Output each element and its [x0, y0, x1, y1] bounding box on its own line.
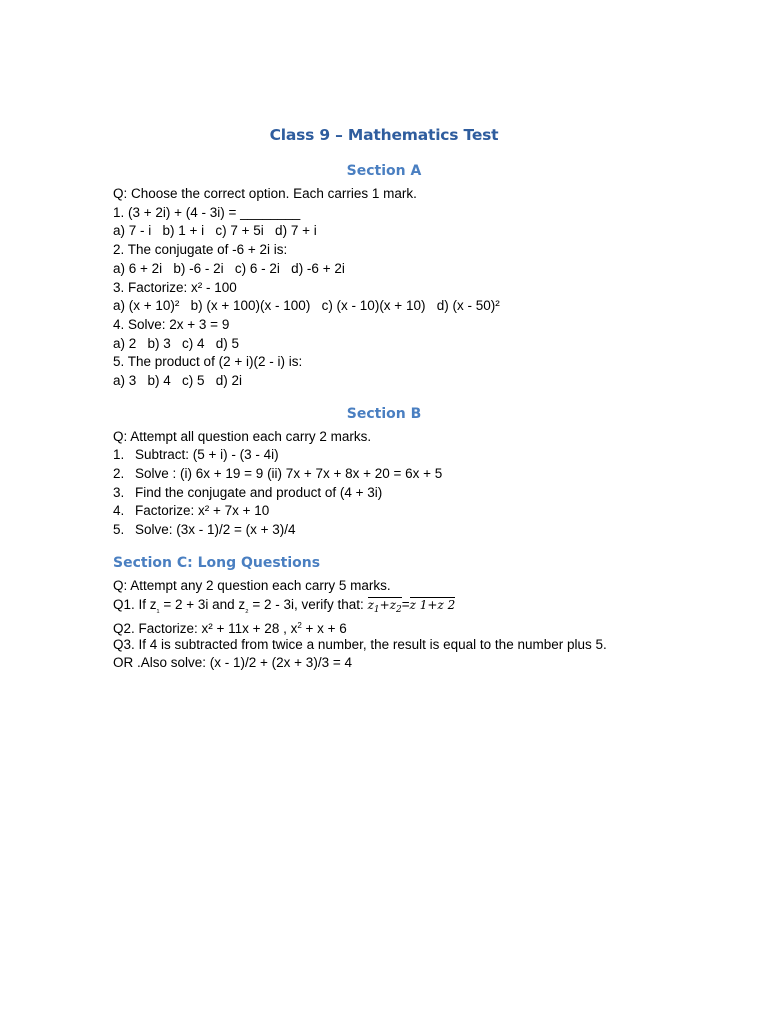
section-c-instruction: Q: Attempt any 2 question each carry 5 marks.: [113, 578, 391, 593]
item-number: 5.: [113, 522, 125, 537]
section-a-line: a) 2 b) 3 c) 4 d) 5: [113, 336, 240, 351]
item-number: 3.: [113, 485, 125, 500]
question-2: [113, 617, 347, 638]
section-a-line: a) 3 b) 4 c) 5 d) 2i: [113, 373, 243, 388]
section-c-heading: Section C: Long Questions: [113, 555, 321, 571]
section-a-line: 5. The product of (2 + i)(2 - i) is:: [113, 354, 303, 369]
question-1: [113, 596, 455, 619]
section-a-line: a) 7 - i b) 1 + i c) 7 + 5i d) 7 + i: [113, 223, 317, 238]
section-a-line: a) (x + 10)² b) (x + 100)(x - 100) c) (x - 10)(x + 10) d) (x - 50)²: [113, 298, 500, 313]
section-b-item: [113, 502, 269, 520]
item-text: Solve: (3x - 1)/2 = (x + 3)/4: [135, 522, 296, 537]
section-b-item: [113, 484, 382, 502]
z-symbol: z: [389, 598, 397, 612]
section-a-instruction: Q: Choose the correct option. Each carries 1 mark.: [113, 186, 417, 201]
q1-text: = 2 + 3i and z: [159, 597, 246, 612]
q2-superscript: 2: [297, 621, 302, 630]
section-a-line: 3. Factorize: x² - 100: [113, 280, 237, 295]
section-b-instruction: Q: Attempt all question each carry 2 marks.: [113, 429, 372, 444]
q1-prefix: Q1. If z: [113, 597, 157, 612]
conjugate-z1: [368, 596, 380, 619]
item-text: Solve : (i) 6x + 19 = 9 (ii) 7x + 7x + 8x + 20 = 6x + 5: [135, 466, 443, 481]
item-text: Subtract: (5 + i) - (3 - 4i): [135, 447, 279, 462]
q1-sub: ₂: [245, 604, 249, 614]
item-text: Find the conjugate and product of (4 + 3i): [135, 485, 383, 500]
q2-text: + x + 6: [301, 621, 347, 636]
q1-sub: ₁: [156, 604, 160, 614]
z-subscript: 2: [396, 605, 402, 615]
section-b-item: [113, 465, 442, 483]
question-3: Q3. If 4 is subtracted from twice a number, the result is equal to the number plus 5.: [113, 637, 607, 652]
z-subscript: 1: [373, 605, 380, 615]
item-number: 2.: [113, 466, 125, 481]
q1-text: = 2 - 3i, verify that:: [248, 597, 368, 612]
equals-sign: =: [401, 597, 410, 612]
q2-text: Q2. Factorize: x² + 11x + 28 , x: [113, 621, 298, 636]
conjugate-z2: [390, 596, 402, 619]
section-a-line: 4. Solve: 2x + 3 = 9: [113, 317, 230, 332]
conjugate-sum: z 1+z 2: [409, 598, 456, 612]
item-number: 1.: [113, 447, 125, 462]
section-a-line: 1. (3 + 2i) + (4 - 3i) = ________: [113, 205, 301, 220]
item-text: Factorize: x² + 7x + 10: [135, 503, 270, 518]
section-b-item: [113, 446, 279, 464]
z-symbol: z: [367, 598, 374, 612]
page-title: Class 9 – Mathematics Test: [269, 126, 499, 144]
section-a-heading: Section A: [346, 163, 422, 179]
section-a-line: a) 6 + 2i b) -6 - 2i c) 6 - 2i d) -6 + 2i: [113, 261, 345, 276]
section-a-line: 2. The conjugate of -6 + 2i is:: [113, 242, 288, 257]
item-number: 4.: [113, 503, 125, 518]
section-b-item: [113, 521, 296, 539]
plus-sign: +: [379, 598, 390, 612]
section-b-heading: Section B: [346, 406, 422, 422]
question-or: OR .Also solve: (x - 1)/2 + (2x + 3)/3 = 4: [113, 655, 352, 670]
